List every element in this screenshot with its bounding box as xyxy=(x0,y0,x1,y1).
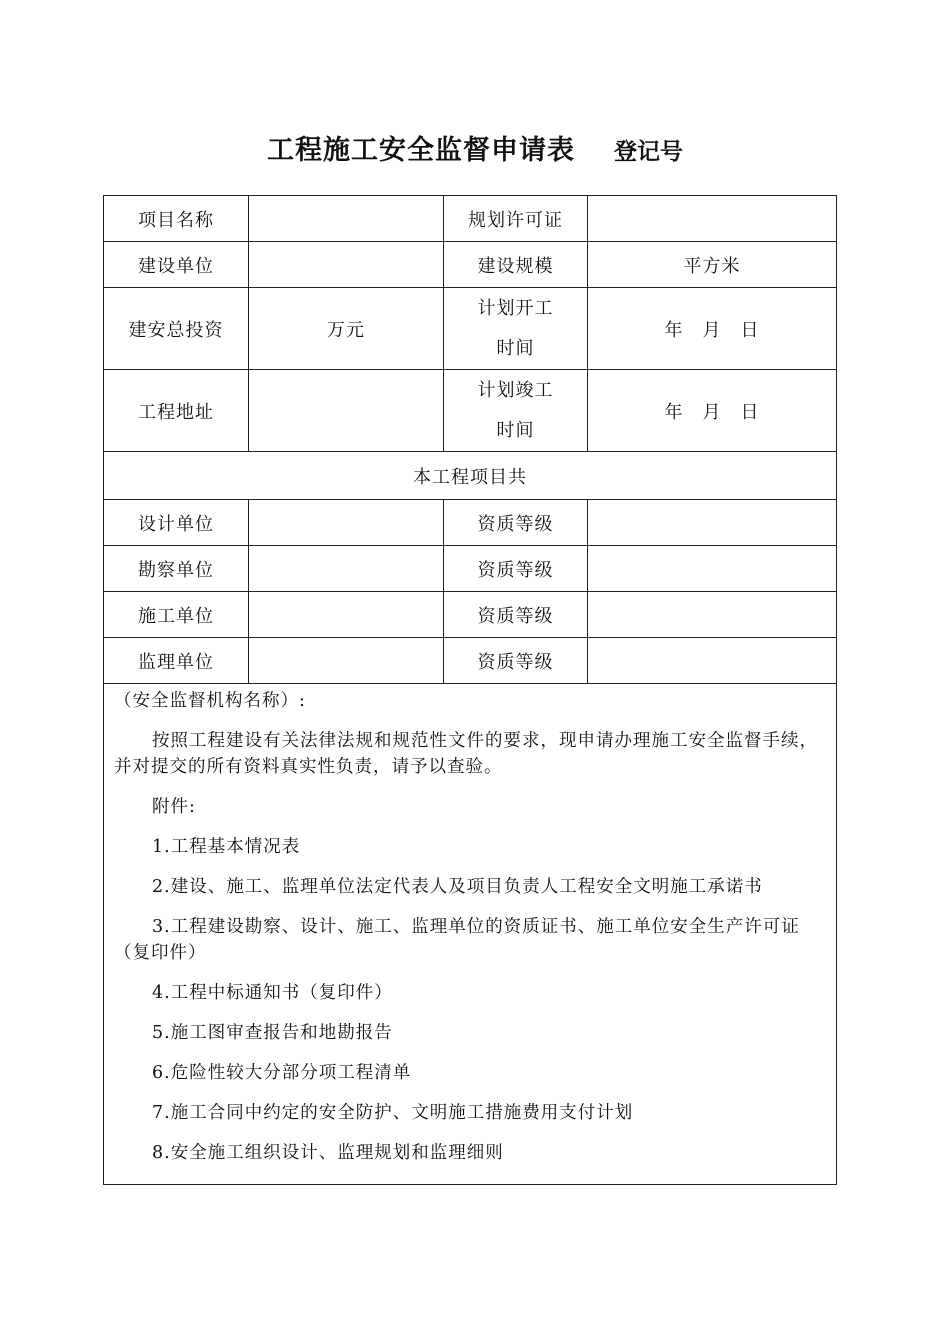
title-area xyxy=(0,128,950,167)
table-row xyxy=(104,546,837,592)
survey-qualification-label: 资质等级 xyxy=(444,546,588,592)
project-name-field[interactable] xyxy=(249,196,444,242)
attachment-item: 1.工程基本情况表 xyxy=(152,837,301,857)
attachment-item: 5.施工图审查报告和地勘报告 xyxy=(152,1023,393,1043)
supervision-unit-label: 监理单位 xyxy=(104,638,249,684)
application-statement-cell xyxy=(104,684,837,1185)
scale-field[interactable]: 平方米 xyxy=(588,242,837,288)
supervision-qualification-field[interactable] xyxy=(588,638,837,684)
planning-permit-field[interactable] xyxy=(588,196,837,242)
table-row xyxy=(104,196,837,242)
attachment-item: 2.建设、施工、监理单位法定代表人及项目负责人工程安全文明施工承诺书 xyxy=(152,877,763,897)
builder-field[interactable] xyxy=(249,242,444,288)
agency-name-line[interactable]: （安全监督机构名称）: xyxy=(114,691,306,711)
planned-start-label-line2: 时间 xyxy=(496,337,535,359)
project-name-label: 项目名称 xyxy=(104,196,249,242)
builder-label: 建设单位 xyxy=(104,242,249,288)
application-form-table xyxy=(103,195,837,1185)
address-label: 工程地址 xyxy=(104,370,249,452)
form-title: 工程施工安全监督申请表 xyxy=(266,135,575,166)
attachment-item: 8.安全施工组织设计、监理规划和监理细则 xyxy=(152,1143,504,1163)
planned-start-label-line1: 计划开工 xyxy=(477,297,554,319)
planned-start-field[interactable]: 年 月 日 xyxy=(588,288,837,370)
table-row xyxy=(104,288,837,370)
scale-label: 建设规模 xyxy=(444,242,588,288)
table-row xyxy=(104,370,837,452)
planned-end-label-line1: 计划竣工 xyxy=(477,379,554,401)
attachment-item: 6.危险性较大分部分项工程清单 xyxy=(152,1063,412,1083)
attachments-label: 附件: xyxy=(152,797,196,817)
construction-unit-field[interactable] xyxy=(249,592,444,638)
registration-number-label: 登记号 xyxy=(614,138,684,165)
construction-unit-label: 施工单位 xyxy=(104,592,249,638)
supervision-unit-field[interactable] xyxy=(249,638,444,684)
survey-qualification-field[interactable] xyxy=(588,546,837,592)
statement-text: 按照工程建设有关法律法规和规范性文件的要求，现申请办理施工安全监督手续，并对提交的所有资料真实性负责，请予以查验。 xyxy=(114,731,818,777)
planned-end-label-line2: 时间 xyxy=(496,419,535,441)
table-row xyxy=(104,638,837,684)
address-field[interactable] xyxy=(249,370,444,452)
design-unit-label: 设计单位 xyxy=(104,500,249,546)
design-qualification-label: 资质等级 xyxy=(444,500,588,546)
construction-qualification-label: 资质等级 xyxy=(444,592,588,638)
project-total-field[interactable]: 本工程项目共 xyxy=(104,452,837,500)
table-row xyxy=(104,684,837,1185)
table-row xyxy=(104,242,837,288)
supervision-qualification-label: 资质等级 xyxy=(444,638,588,684)
construction-qualification-field[interactable] xyxy=(588,592,837,638)
planning-permit-label: 规划许可证 xyxy=(444,196,588,242)
survey-unit-label: 勘察单位 xyxy=(104,546,249,592)
planned-end-field[interactable]: 年 月 日 xyxy=(588,370,837,452)
planned-start-label xyxy=(444,288,588,370)
table-row xyxy=(104,452,837,500)
survey-unit-field[interactable] xyxy=(249,546,444,592)
attachment-item: 7.施工合同中约定的安全防护、文明施工措施费用支付计划 xyxy=(152,1103,634,1123)
table-row xyxy=(104,592,837,638)
table-row xyxy=(104,500,837,546)
investment-field[interactable]: 万元 xyxy=(249,288,444,370)
planned-end-label xyxy=(444,370,588,452)
investment-label: 建安总投资 xyxy=(104,288,249,370)
attachment-item: 3.工程建设勘察、设计、施工、监理单位的资质证书、施工单位安全生产许可证（复印件） xyxy=(114,917,800,963)
design-unit-field[interactable] xyxy=(249,500,444,546)
design-qualification-field[interactable] xyxy=(588,500,837,546)
attachment-item: 4.工程中标通知书（复印件） xyxy=(152,983,393,1003)
